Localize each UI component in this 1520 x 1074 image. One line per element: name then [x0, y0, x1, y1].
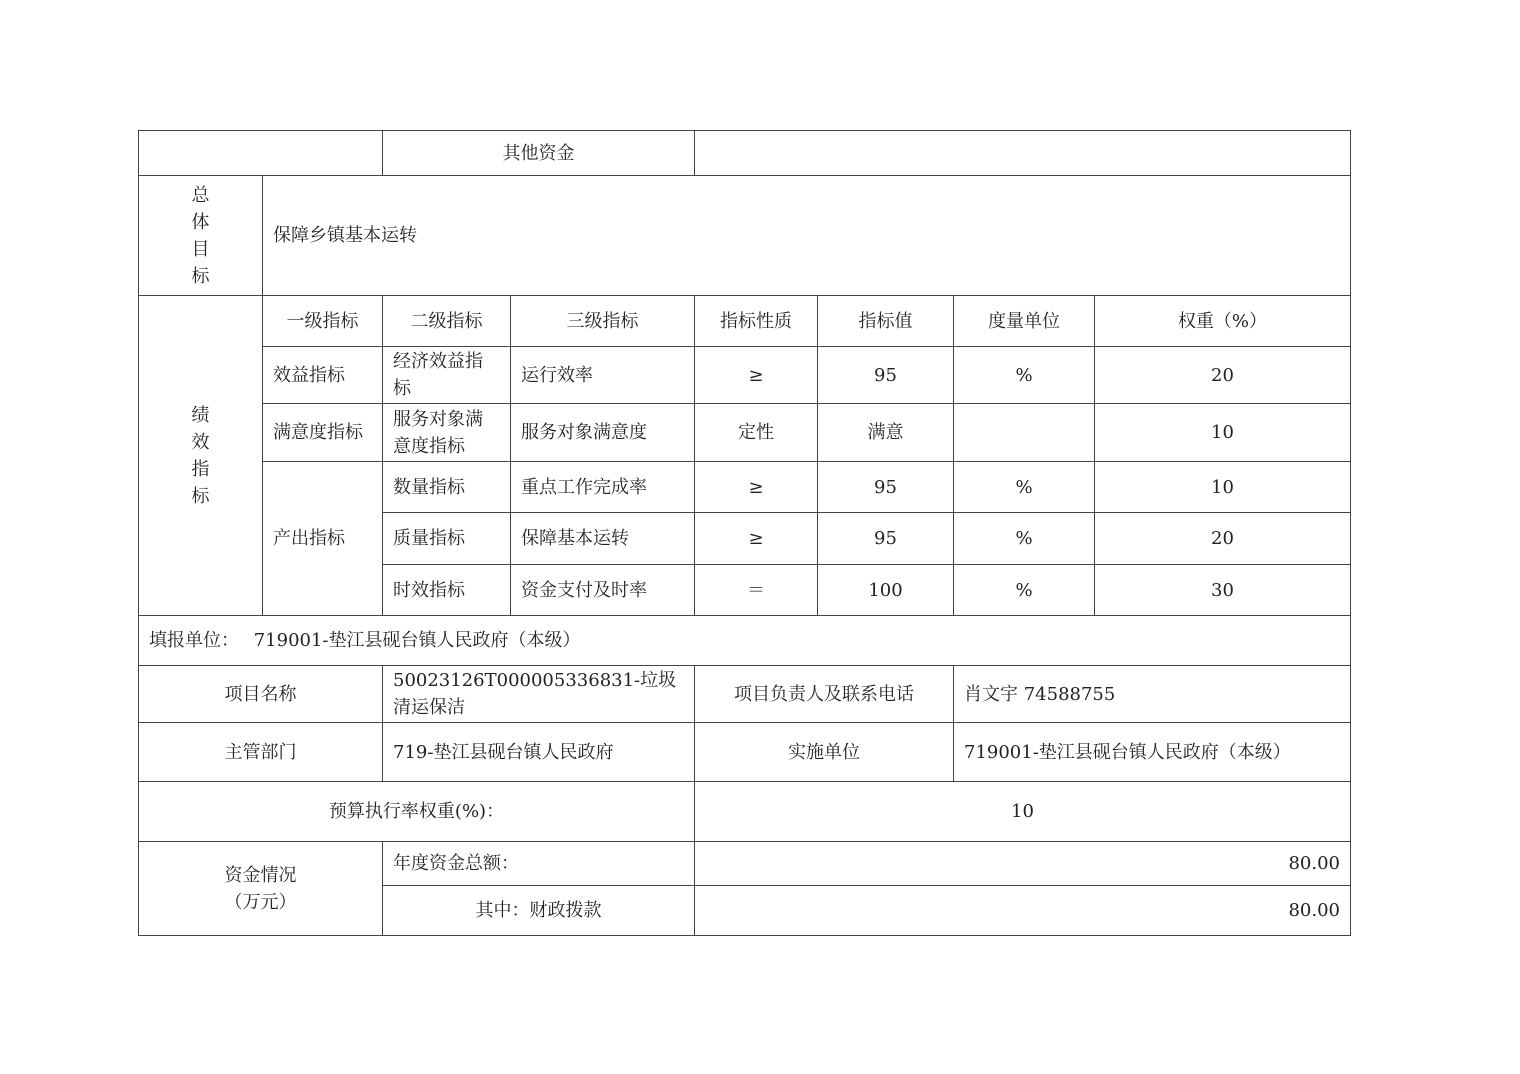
- project-performance-table: [138, 130, 1351, 936]
- indicator-level2: 数量指标: [383, 462, 511, 513]
- indicator-value: 满意: [818, 404, 954, 462]
- header-level2: 二级指标: [383, 296, 511, 347]
- goal-label-char: 标: [191, 265, 210, 287]
- indicator-unit: %: [954, 565, 1095, 616]
- perf-label-char: 标: [191, 485, 210, 507]
- indicator-level3: 资金支付及时率: [511, 565, 695, 616]
- indicator-row: [139, 462, 1351, 513]
- project-name-row: [139, 666, 1351, 723]
- perf-label-char: 绩: [191, 404, 210, 426]
- indicator-weight: 20: [1095, 347, 1351, 404]
- perf-label-char: 效: [191, 431, 210, 453]
- header-nature: 指标性质: [695, 296, 818, 347]
- indicator-level2: 质量指标: [383, 513, 511, 565]
- header-level1: 一级指标: [263, 296, 383, 347]
- funds-label: [139, 842, 383, 936]
- perf-label-char: 指: [191, 458, 210, 480]
- indicator-unit: %: [954, 462, 1095, 513]
- goal-label-char: 体: [191, 211, 210, 233]
- annual-total-label: 年度资金总额：: [383, 842, 695, 886]
- indicator-unit: %: [954, 513, 1095, 565]
- other-funds-row: [139, 131, 1351, 176]
- annual-total-value: 80.00: [695, 842, 1351, 886]
- indicator-level3: 服务对象满意度: [511, 404, 695, 462]
- header-value: 指标值: [818, 296, 954, 347]
- overall-goal-text: 保障乡镇基本运转: [263, 176, 1351, 296]
- indicator-level2: 时效指标: [383, 565, 511, 616]
- annual-funds-row: [139, 842, 1351, 886]
- performance-indicator-label: [139, 296, 263, 616]
- header-level3: 三级指标: [511, 296, 695, 347]
- funds-label-line2: （万元）: [224, 891, 297, 913]
- project-name-value: 50023126T000005336831-垃圾清运保洁: [383, 666, 695, 723]
- indicator-level1: 满意度指标: [263, 404, 383, 462]
- header-weight: 权重（%）: [1095, 296, 1351, 347]
- indicator-value: 95: [818, 513, 954, 565]
- indicator-nature: ＝: [695, 565, 818, 616]
- reporting-unit-row: [139, 616, 1351, 666]
- indicator-level1: 效益指标: [263, 347, 383, 404]
- goal-label-char: 总: [191, 184, 210, 206]
- indicator-value: 95: [818, 462, 954, 513]
- fiscal-allocation-value: 80.00: [695, 886, 1351, 936]
- other-funds-label: 其他资金: [383, 131, 695, 176]
- indicator-row: [139, 404, 1351, 462]
- indicator-level2: 经济效益指标: [383, 347, 511, 404]
- indicator-nature: ≥: [695, 462, 818, 513]
- department-value: 719-垫江县砚台镇人民政府: [383, 723, 695, 782]
- indicator-weight: 10: [1095, 404, 1351, 462]
- indicator-level3: 运行效率: [511, 347, 695, 404]
- other-funds-value: [695, 131, 1351, 176]
- indicator-row: [139, 347, 1351, 404]
- budget-weight-row: [139, 782, 1351, 842]
- goal-label-char: 目: [191, 238, 210, 260]
- contact-label: 项目负责人及联系电话: [695, 666, 954, 723]
- indicator-level3: 保障基本运转: [511, 513, 695, 565]
- blank-cell: [139, 131, 383, 176]
- reporting-unit: 填报单位： 719001-垫江县砚台镇人民政府（本级）: [139, 616, 1351, 666]
- indicator-level1: 产出指标: [263, 462, 383, 616]
- indicator-value: 100: [818, 565, 954, 616]
- project-name-label: 项目名称: [139, 666, 383, 723]
- indicator-value: 95: [818, 347, 954, 404]
- department-label: 主管部门: [139, 723, 383, 782]
- indicator-nature: ≥: [695, 347, 818, 404]
- indicator-weight: 10: [1095, 462, 1351, 513]
- indicator-weight: 30: [1095, 565, 1351, 616]
- overall-goal-label: [139, 176, 263, 296]
- indicator-header-row: [139, 296, 1351, 347]
- indicator-weight: 20: [1095, 513, 1351, 565]
- indicator-unit: [954, 404, 1095, 462]
- header-unit: 度量单位: [954, 296, 1095, 347]
- implementing-unit-value: 719001-垫江县砚台镇人民政府（本级）: [954, 723, 1351, 782]
- overall-goal-row: [139, 176, 1351, 296]
- indicator-nature: 定性: [695, 404, 818, 462]
- budget-weight-value: 10: [695, 782, 1351, 842]
- indicator-nature: ≥: [695, 513, 818, 565]
- department-row: [139, 723, 1351, 782]
- indicator-unit: %: [954, 347, 1095, 404]
- indicator-level2: 服务对象满意度指标: [383, 404, 511, 462]
- budget-weight-label: 预算执行率权重(%)：: [139, 782, 695, 842]
- fiscal-allocation-label: 其中：财政拨款: [383, 886, 695, 936]
- indicator-level3: 重点工作完成率: [511, 462, 695, 513]
- funds-label-line1: 资金情况: [224, 864, 297, 886]
- contact-value: 肖文宇 74588755: [954, 666, 1351, 723]
- implementing-unit-label: 实施单位: [695, 723, 954, 782]
